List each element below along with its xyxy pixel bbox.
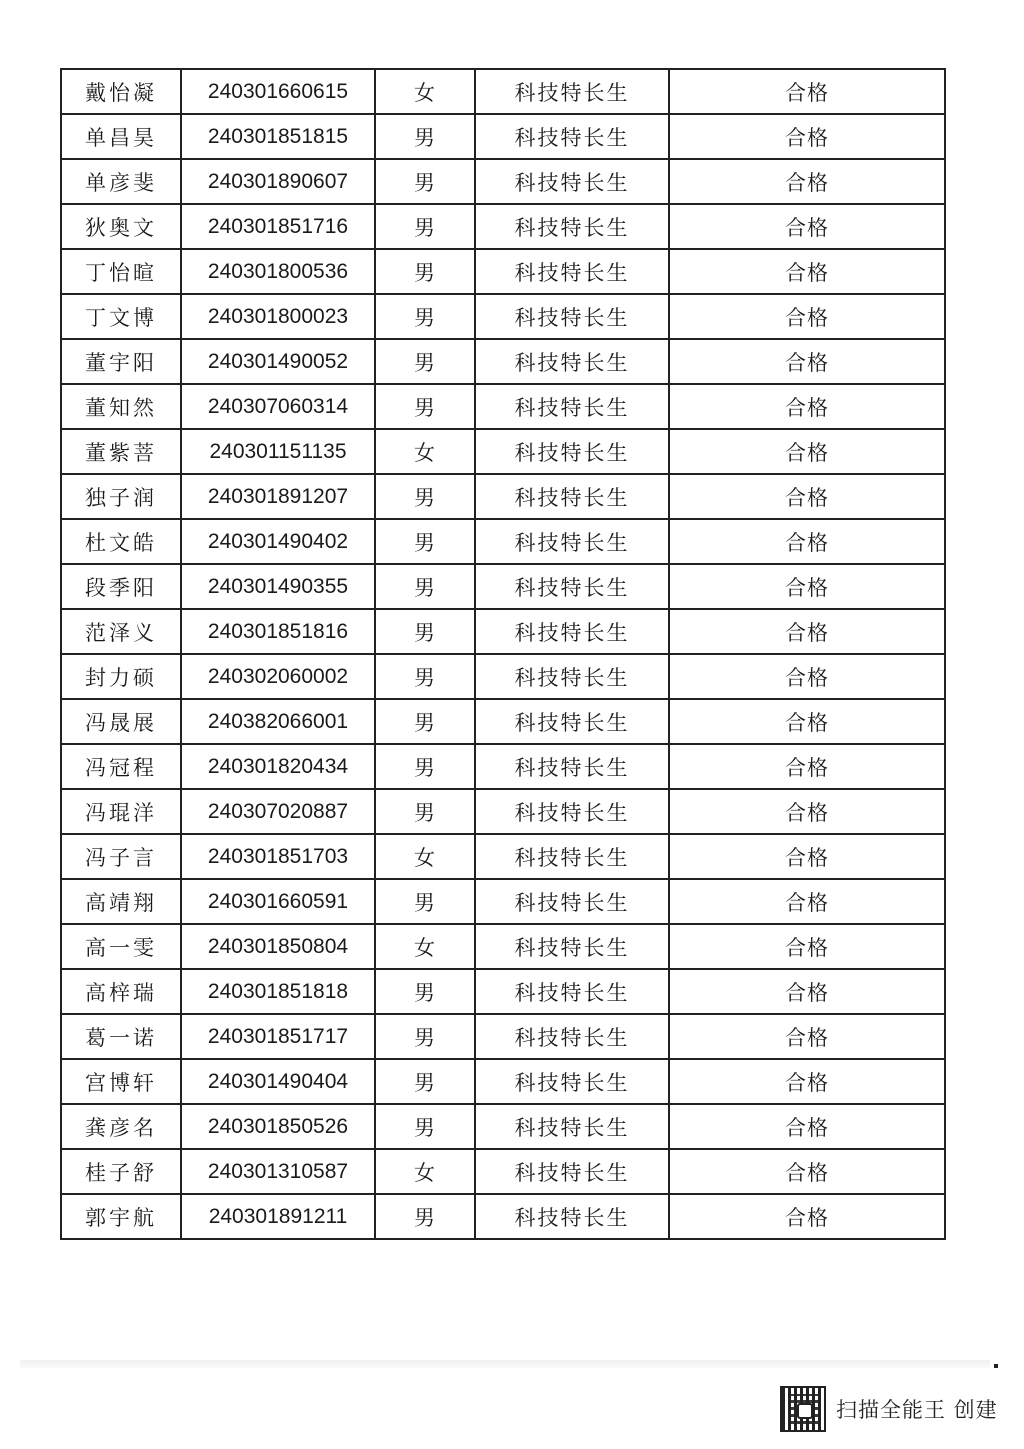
student-id-cell: 240301890607 bbox=[181, 159, 375, 204]
result-cell: 合格 bbox=[669, 609, 945, 654]
result-cell: 合格 bbox=[669, 969, 945, 1014]
student-name-cell: 冯子言 bbox=[61, 834, 181, 879]
table-row bbox=[61, 1059, 945, 1104]
category-cell: 科技特长生 bbox=[475, 924, 669, 969]
gender-cell: 男 bbox=[375, 1014, 475, 1059]
category-cell: 科技特长生 bbox=[475, 114, 669, 159]
gender-cell: 男 bbox=[375, 159, 475, 204]
roster-table-body bbox=[61, 69, 945, 1239]
student-id-cell: 240301851815 bbox=[181, 114, 375, 159]
table-row bbox=[61, 789, 945, 834]
table-row bbox=[61, 969, 945, 1014]
category-cell: 科技特长生 bbox=[475, 474, 669, 519]
table-row bbox=[61, 69, 945, 114]
table-row bbox=[61, 564, 945, 609]
student-name-cell: 范泽义 bbox=[61, 609, 181, 654]
table-row bbox=[61, 1194, 945, 1239]
student-name-cell: 独子润 bbox=[61, 474, 181, 519]
result-cell: 合格 bbox=[669, 114, 945, 159]
gender-cell: 女 bbox=[375, 429, 475, 474]
result-cell: 合格 bbox=[669, 1149, 945, 1194]
result-cell: 合格 bbox=[669, 384, 945, 429]
result-cell: 合格 bbox=[669, 294, 945, 339]
gender-cell: 男 bbox=[375, 1194, 475, 1239]
result-cell: 合格 bbox=[669, 699, 945, 744]
student-name-cell: 高靖翔 bbox=[61, 879, 181, 924]
table-row bbox=[61, 429, 945, 474]
student-name-cell: 董知然 bbox=[61, 384, 181, 429]
table-row bbox=[61, 1014, 945, 1059]
category-cell: 科技特长生 bbox=[475, 204, 669, 249]
student-id-cell: 240301891211 bbox=[181, 1194, 375, 1239]
category-cell: 科技特长生 bbox=[475, 384, 669, 429]
student-name-cell: 戴怡凝 bbox=[61, 69, 181, 114]
student-name-cell: 冯冠程 bbox=[61, 744, 181, 789]
result-cell: 合格 bbox=[669, 654, 945, 699]
gender-cell: 男 bbox=[375, 114, 475, 159]
scanner-watermark bbox=[780, 1386, 998, 1432]
gender-cell: 男 bbox=[375, 519, 475, 564]
result-cell: 合格 bbox=[669, 924, 945, 969]
table-row bbox=[61, 159, 945, 204]
category-cell: 科技特长生 bbox=[475, 654, 669, 699]
category-cell: 科技特长生 bbox=[475, 969, 669, 1014]
table-row bbox=[61, 1149, 945, 1194]
student-id-cell: 240301310587 bbox=[181, 1149, 375, 1194]
result-cell: 合格 bbox=[669, 519, 945, 564]
student-id-cell: 240301660591 bbox=[181, 879, 375, 924]
table-row bbox=[61, 204, 945, 249]
student-name-cell: 单昌昊 bbox=[61, 114, 181, 159]
student-id-cell: 240301490355 bbox=[181, 564, 375, 609]
gender-cell: 男 bbox=[375, 249, 475, 294]
category-cell: 科技特长生 bbox=[475, 789, 669, 834]
student-id-cell: 240307020887 bbox=[181, 789, 375, 834]
category-cell: 科技特长生 bbox=[475, 879, 669, 924]
table-row bbox=[61, 699, 945, 744]
result-cell: 合格 bbox=[669, 1104, 945, 1149]
result-cell: 合格 bbox=[669, 339, 945, 384]
roster-table bbox=[60, 68, 946, 1240]
category-cell: 科技特长生 bbox=[475, 564, 669, 609]
category-cell: 科技特长生 bbox=[475, 699, 669, 744]
student-id-cell: 240301851703 bbox=[181, 834, 375, 879]
student-id-cell: 240301851716 bbox=[181, 204, 375, 249]
category-cell: 科技特长生 bbox=[475, 1059, 669, 1104]
table-row bbox=[61, 384, 945, 429]
result-cell: 合格 bbox=[669, 1194, 945, 1239]
gender-cell: 男 bbox=[375, 474, 475, 519]
gender-cell: 男 bbox=[375, 1104, 475, 1149]
student-name-cell: 高梓瑞 bbox=[61, 969, 181, 1014]
result-cell: 合格 bbox=[669, 564, 945, 609]
student-id-cell: 240301891207 bbox=[181, 474, 375, 519]
watermark-text: 扫描全能王 创建 bbox=[836, 1398, 998, 1422]
table-row bbox=[61, 654, 945, 699]
student-name-cell: 董宇阳 bbox=[61, 339, 181, 384]
student-name-cell: 董紫菩 bbox=[61, 429, 181, 474]
student-name-cell: 杜文皓 bbox=[61, 519, 181, 564]
student-name-cell: 段季阳 bbox=[61, 564, 181, 609]
student-id-cell: 240301800023 bbox=[181, 294, 375, 339]
result-cell: 合格 bbox=[669, 159, 945, 204]
category-cell: 科技特长生 bbox=[475, 339, 669, 384]
table-row bbox=[61, 879, 945, 924]
qr-code-icon bbox=[780, 1386, 826, 1432]
category-cell: 科技特长生 bbox=[475, 744, 669, 789]
category-cell: 科技特长生 bbox=[475, 429, 669, 474]
student-id-cell: 240301660615 bbox=[181, 69, 375, 114]
category-cell: 科技特长生 bbox=[475, 519, 669, 564]
student-name-cell: 狄奥文 bbox=[61, 204, 181, 249]
student-id-cell: 240301800536 bbox=[181, 249, 375, 294]
result-cell: 合格 bbox=[669, 1059, 945, 1104]
roster-table-container bbox=[60, 68, 944, 1240]
table-row bbox=[61, 834, 945, 879]
gender-cell: 男 bbox=[375, 294, 475, 339]
student-name-cell: 丁怡暄 bbox=[61, 249, 181, 294]
student-id-cell: 240301490402 bbox=[181, 519, 375, 564]
student-id-cell: 240301851717 bbox=[181, 1014, 375, 1059]
gender-cell: 男 bbox=[375, 204, 475, 249]
student-name-cell: 封力硕 bbox=[61, 654, 181, 699]
result-cell: 合格 bbox=[669, 429, 945, 474]
category-cell: 科技特长生 bbox=[475, 1014, 669, 1059]
category-cell: 科技特长生 bbox=[475, 249, 669, 294]
table-row bbox=[61, 474, 945, 519]
student-name-cell: 葛一诺 bbox=[61, 1014, 181, 1059]
category-cell: 科技特长生 bbox=[475, 294, 669, 339]
gender-cell: 男 bbox=[375, 564, 475, 609]
result-cell: 合格 bbox=[669, 789, 945, 834]
result-cell: 合格 bbox=[669, 879, 945, 924]
student-name-cell: 郭宇航 bbox=[61, 1194, 181, 1239]
gender-cell: 男 bbox=[375, 339, 475, 384]
gender-cell: 男 bbox=[375, 789, 475, 834]
gender-cell: 男 bbox=[375, 879, 475, 924]
gender-cell: 男 bbox=[375, 969, 475, 1014]
student-id-cell: 240301851816 bbox=[181, 609, 375, 654]
table-row bbox=[61, 1104, 945, 1149]
gender-cell: 男 bbox=[375, 1059, 475, 1104]
gender-cell: 女 bbox=[375, 924, 475, 969]
category-cell: 科技特长生 bbox=[475, 1149, 669, 1194]
student-id-cell: 240301820434 bbox=[181, 744, 375, 789]
gender-cell: 女 bbox=[375, 69, 475, 114]
category-cell: 科技特长生 bbox=[475, 1104, 669, 1149]
student-name-cell: 宫博轩 bbox=[61, 1059, 181, 1104]
gender-cell: 女 bbox=[375, 1149, 475, 1194]
table-row bbox=[61, 519, 945, 564]
category-cell: 科技特长生 bbox=[475, 1194, 669, 1239]
student-id-cell: 240301850804 bbox=[181, 924, 375, 969]
student-name-cell: 冯琨洋 bbox=[61, 789, 181, 834]
result-cell: 合格 bbox=[669, 744, 945, 789]
student-name-cell: 丁文博 bbox=[61, 294, 181, 339]
student-name-cell: 龚彦名 bbox=[61, 1104, 181, 1149]
table-row bbox=[61, 249, 945, 294]
student-id-cell: 240301850526 bbox=[181, 1104, 375, 1149]
gender-cell: 男 bbox=[375, 699, 475, 744]
category-cell: 科技特长生 bbox=[475, 609, 669, 654]
student-name-cell: 高一雯 bbox=[61, 924, 181, 969]
scan-speck bbox=[994, 1364, 998, 1368]
student-id-cell: 240301851818 bbox=[181, 969, 375, 1014]
table-row bbox=[61, 924, 945, 969]
result-cell: 合格 bbox=[669, 474, 945, 519]
gender-cell: 男 bbox=[375, 654, 475, 699]
gender-cell: 女 bbox=[375, 834, 475, 879]
result-cell: 合格 bbox=[669, 249, 945, 294]
result-cell: 合格 bbox=[669, 1014, 945, 1059]
gender-cell: 男 bbox=[375, 744, 475, 789]
category-cell: 科技特长生 bbox=[475, 159, 669, 204]
table-row bbox=[61, 339, 945, 384]
student-id-cell: 240302060002 bbox=[181, 654, 375, 699]
student-name-cell: 单彦斐 bbox=[61, 159, 181, 204]
result-cell: 合格 bbox=[669, 204, 945, 249]
category-cell: 科技特长生 bbox=[475, 69, 669, 114]
gender-cell: 男 bbox=[375, 609, 475, 654]
student-id-cell: 240301490404 bbox=[181, 1059, 375, 1104]
table-row bbox=[61, 114, 945, 159]
table-row bbox=[61, 609, 945, 654]
student-name-cell: 桂子舒 bbox=[61, 1149, 181, 1194]
table-row bbox=[61, 294, 945, 339]
student-id-cell: 240301490052 bbox=[181, 339, 375, 384]
student-id-cell: 240307060314 bbox=[181, 384, 375, 429]
category-cell: 科技特长生 bbox=[475, 834, 669, 879]
gender-cell: 男 bbox=[375, 384, 475, 429]
student-name-cell: 冯晟展 bbox=[61, 699, 181, 744]
student-id-cell: 240382066001 bbox=[181, 699, 375, 744]
result-cell: 合格 bbox=[669, 69, 945, 114]
student-id-cell: 240301151135 bbox=[181, 429, 375, 474]
table-row bbox=[61, 744, 945, 789]
result-cell: 合格 bbox=[669, 834, 945, 879]
scan-edge-shadow bbox=[20, 1360, 990, 1368]
